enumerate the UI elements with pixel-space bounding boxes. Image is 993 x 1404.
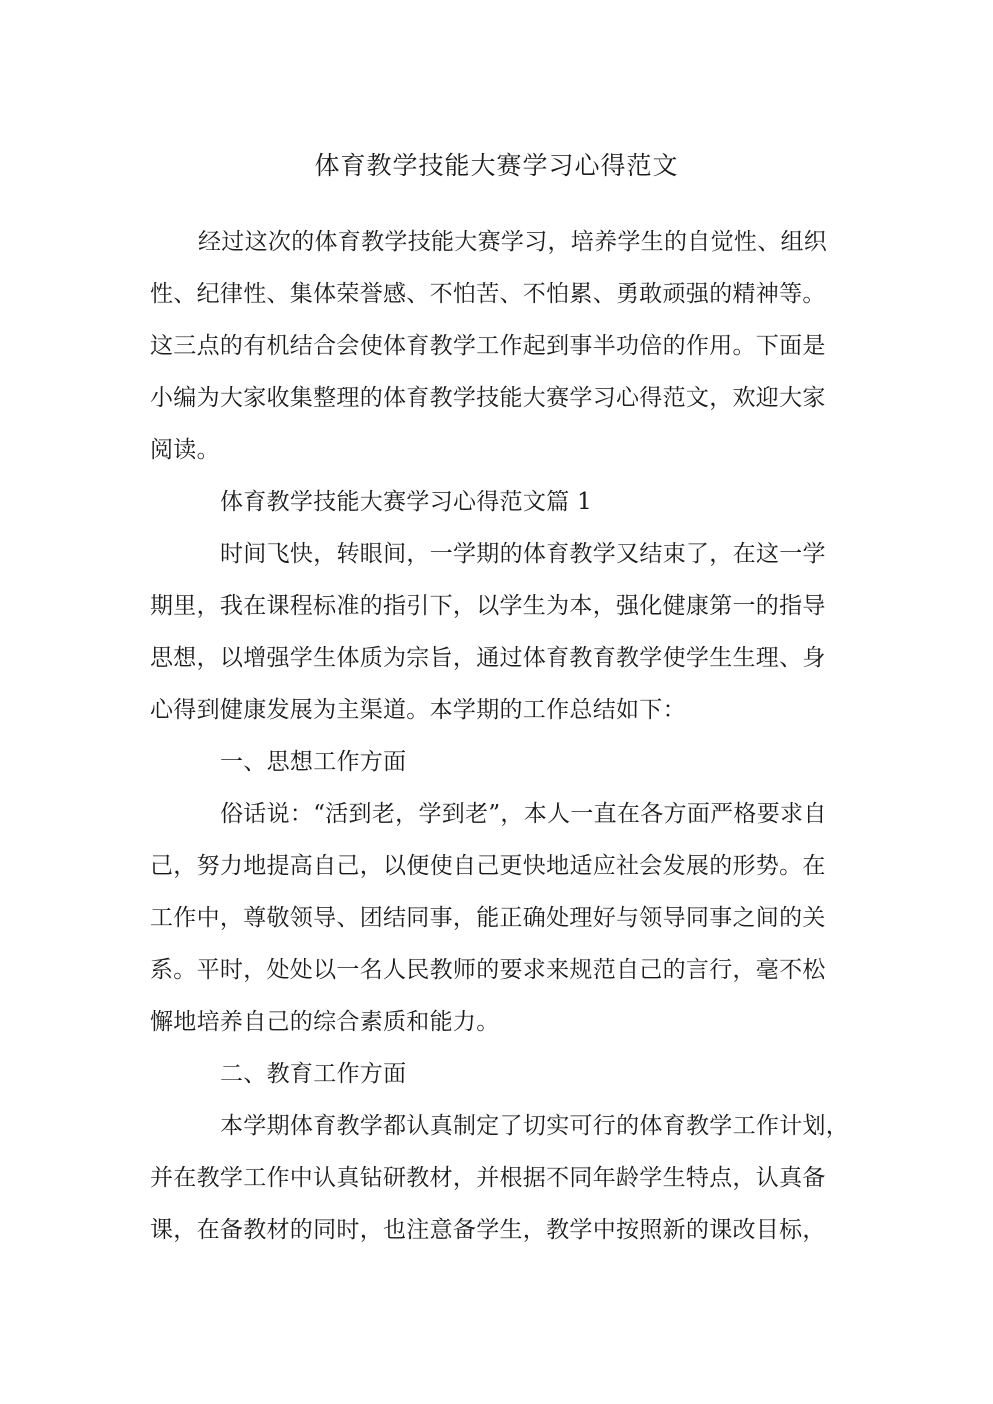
section-heading-education: 二、教育工作方面 — [220, 1061, 407, 1087]
paragraph-line: 工作中，尊敬领导、团结同事，能正确处理好与领导同事之间的关 — [150, 905, 826, 931]
paragraph-line: 时间飞快，转眼间，一学期的体育教学又结束了，在这一学 — [220, 541, 826, 567]
intro-line: 阅读。 — [150, 437, 220, 463]
intro-line: 小编为大家收集整理的体育教学技能大赛学习心得范文，欢迎大家 — [150, 385, 826, 411]
paragraph-line: 己，努力地提高自己，以便使自己更快地适应社会发展的形势。在 — [150, 853, 826, 879]
paragraph-line: 期里，我在课程标准的指引下，以学生为本，强化健康第一的指导 — [150, 593, 826, 619]
intro-line: 性、纪律性、集体荣誉感、不怕苦、不怕累、勇敢顽强的精神等。 — [150, 281, 826, 307]
intro-line: 经过这次的体育教学技能大赛学习，培养学生的自觉性、组织 — [198, 229, 828, 255]
article-heading: 体育教学技能大赛学习心得范文篇 1 — [220, 489, 593, 515]
paragraph-line: 本学期体育教学都认真制定了切实可行的体育教学工作计划， — [220, 1113, 850, 1139]
document-title: 体育教学技能大赛学习心得范文 — [314, 151, 679, 180]
paragraph-line: 并在教学工作中认真钻研教材，并根据不同年龄学生特点，认真备 — [150, 1165, 826, 1191]
section-heading-thought: 一、思想工作方面 — [220, 749, 407, 775]
paragraph-line: 懈地培养自己的综合素质和能力。 — [150, 1009, 500, 1035]
paragraph-line: 心得到健康发展为主渠道。本学期的工作总结如下： — [150, 697, 686, 723]
paragraph-line: 思想，以增强学生体质为宗旨，通过体育教育教学使学生生理、身 — [150, 645, 826, 671]
paragraph-line: 系。平时，处处以一名人民教师的要求来规范自己的言行，毫不松 — [150, 957, 826, 983]
intro-line: 这三点的有机结合会使体育教学工作起到事半功倍的作用。下面是 — [150, 333, 826, 359]
paragraph-line: 俗话说：“活到老，学到老”，本人一直在各方面严格要求自 — [220, 801, 827, 827]
paragraph-line: 课，在备教材的同时，也注意备学生，教学中按照新的课改目标， — [150, 1217, 826, 1243]
